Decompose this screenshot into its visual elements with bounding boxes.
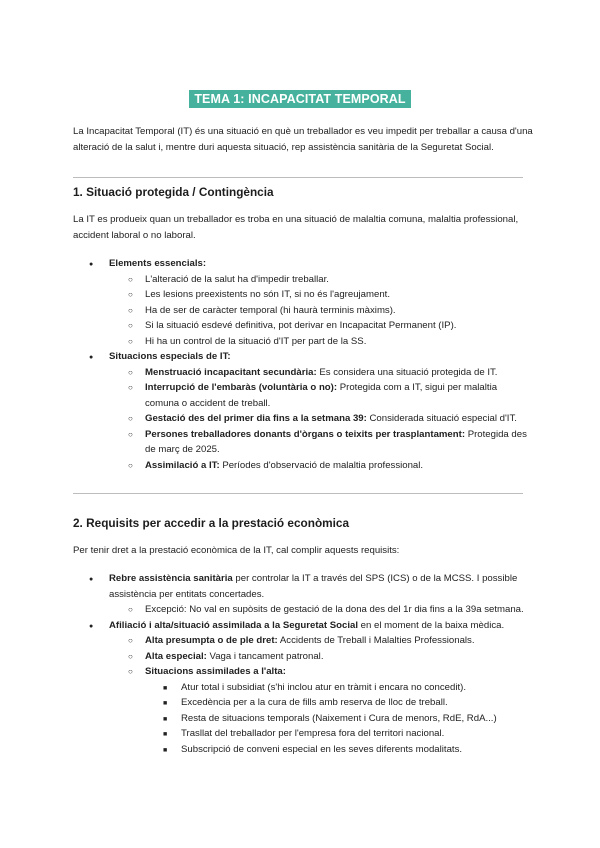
list-item-text: per controlar la IT a través del SPS (ICS) o de la MCSS. I possible assistència per entitats concertades. (109, 573, 518, 600)
list-item-text: Es considera una situació protegida de IT. (316, 366, 498, 378)
bullet-icon (128, 458, 133, 474)
list-item-text: Protegida des de març de 2025. (145, 428, 527, 455)
assimilated-label: Situacions assimilades a l'alta: (145, 666, 286, 677)
list-item (73, 411, 533, 427)
section2-heading: 2. Requisits per accedir a la prestació econòmica (73, 516, 350, 530)
bullet-icon (128, 649, 133, 665)
divider (73, 493, 523, 494)
essentials-label: Elements essencials: (109, 258, 207, 269)
list-item-text: Considerada situació especial d'IT. (366, 413, 517, 424)
list-item-text: Resta de situacions temporals (Naixement i Cura de menors, RdE, RdA...) (181, 712, 497, 724)
list-item-text: Protegida com a IT, sigui per malaltia comuna o accident de treball. (145, 382, 498, 409)
bullet-icon (128, 272, 133, 288)
list-item-text: Trasllat del treballador per l'empresa fora del territori nacional. (181, 728, 445, 739)
bullet-icon (89, 618, 93, 635)
section1-list (73, 256, 533, 473)
list-item-bold: Alta especial: (145, 650, 207, 662)
bullet-icon (89, 349, 93, 366)
list-item-bold: Rebre assistència sanitària (109, 573, 233, 584)
list-item (73, 711, 533, 727)
section1-paragraph: La IT es produeix quan un treballador es troba en una situació de malaltia comuna, malaltia professional, accident laboral o no laboral. (73, 214, 519, 241)
bullet-icon (163, 695, 167, 712)
list-item-text: en el moment de la baixa mèdica. (358, 619, 505, 631)
bullet-icon (128, 380, 133, 396)
list-item-bold: Alta presumpta o de ple dret: (145, 635, 278, 646)
list-item (73, 458, 533, 474)
page-title: TEMA 1: INCAPACITAT TEMPORAL (189, 90, 410, 108)
section1-heading: 1. Situació protegida / Contingència (73, 185, 274, 199)
special-label: Situacions especials de IT: (109, 351, 231, 362)
list-item-text: Subscripció de conveni especial en les seves diferents modalitats. (181, 743, 463, 755)
list-item (73, 427, 533, 458)
bullet-icon (128, 664, 133, 680)
list-item (73, 742, 533, 758)
list-item-text: Si la situació esdevé definitiva, pot derivar en Incapacitat Permanent (IP). (145, 320, 457, 331)
list-item-bold: Assimilació a IT: (145, 459, 220, 471)
bullet-icon (163, 726, 167, 743)
list-item (73, 726, 533, 742)
list-item (73, 303, 533, 319)
bullet-icon (128, 602, 133, 618)
list-item (73, 633, 533, 649)
list-item-text: Ha de ser de caràcter temporal (hi haurà terminis màxims). (145, 304, 396, 316)
title-block (0, 90, 600, 108)
bullet-icon (89, 571, 93, 588)
list-item (73, 649, 533, 665)
bullet-icon (128, 318, 133, 334)
divider (73, 177, 523, 178)
bullet-icon (128, 303, 133, 319)
list-item (73, 571, 533, 602)
list-item (73, 287, 533, 303)
list-item (73, 256, 533, 272)
bullet-icon (89, 256, 93, 273)
list-item (73, 334, 533, 350)
list-item-text: Atur total i subsidiat (s'hi inclou atur en tràmit i encara no concedit). (181, 681, 466, 693)
list-item (73, 380, 533, 411)
bullet-icon (128, 411, 133, 427)
list-item-bold: Menstruació incapacitant secundària: (145, 366, 317, 378)
list-item (73, 664, 533, 680)
list-item-bold: Persones treballadores donants d'òrgans o teixits per trasplantament: (145, 428, 466, 440)
bullet-icon (128, 287, 133, 303)
bullet-icon (163, 742, 167, 759)
list-item-text: L'alteració de la salut ha d'impedir treballar. (145, 273, 329, 285)
list-item (73, 349, 533, 365)
list-item (73, 602, 533, 618)
list-item-bold: Gestació des del primer dia fins a la setmana 39: (145, 413, 367, 424)
section2-list (73, 571, 533, 757)
section2-paragraph: Per tenir dret a la prestació econòmica de la IT, cal complir aquests requisits: (73, 545, 400, 556)
list-item-text: Vaga i tancament patronal. (206, 650, 324, 662)
bullet-icon (163, 680, 167, 697)
bullet-icon (163, 711, 167, 728)
list-item-text: Excedència per a la cura de fills amb reserva de lloc de treball. (181, 697, 448, 708)
bullet-icon (128, 334, 133, 350)
list-item (73, 695, 533, 711)
intro-paragraph: La Incapacitat Temporal (IT) és una situació en què un treballador es veu impedit per treballar a causa d'una alteració de la salut i, mentre duri aquesta situació, rep assistència sanitària de la Seguretat Social. (73, 126, 533, 153)
list-item-bold: Interrupció de l'embaràs (voluntària o no): (145, 382, 338, 393)
bullet-icon (128, 633, 133, 649)
list-item-bold: Afiliació i alta/situació assimilada a la Seguretat Social (109, 619, 359, 631)
list-item (73, 618, 533, 634)
list-item-text: Excepció: No val en supòsits de gestació de la dona des del 1r dia fins a la 39a setmana. (145, 604, 524, 615)
list-item (73, 365, 533, 381)
list-item (73, 272, 533, 288)
bullet-icon (128, 427, 133, 443)
list-item (73, 318, 533, 334)
list-item-text: Períodes d'observació de malaltia professional. (219, 459, 424, 471)
list-item (73, 680, 533, 696)
bullet-icon (128, 365, 133, 381)
list-item-text: Les lesions preexistents no són IT, si no és l'agreujament. (145, 289, 391, 300)
list-item-text: Accidents de Treball i Malalties Professionals. (277, 635, 475, 646)
list-item-text: Hi ha un control de la situació d'IT per part de la SS. (145, 335, 367, 347)
